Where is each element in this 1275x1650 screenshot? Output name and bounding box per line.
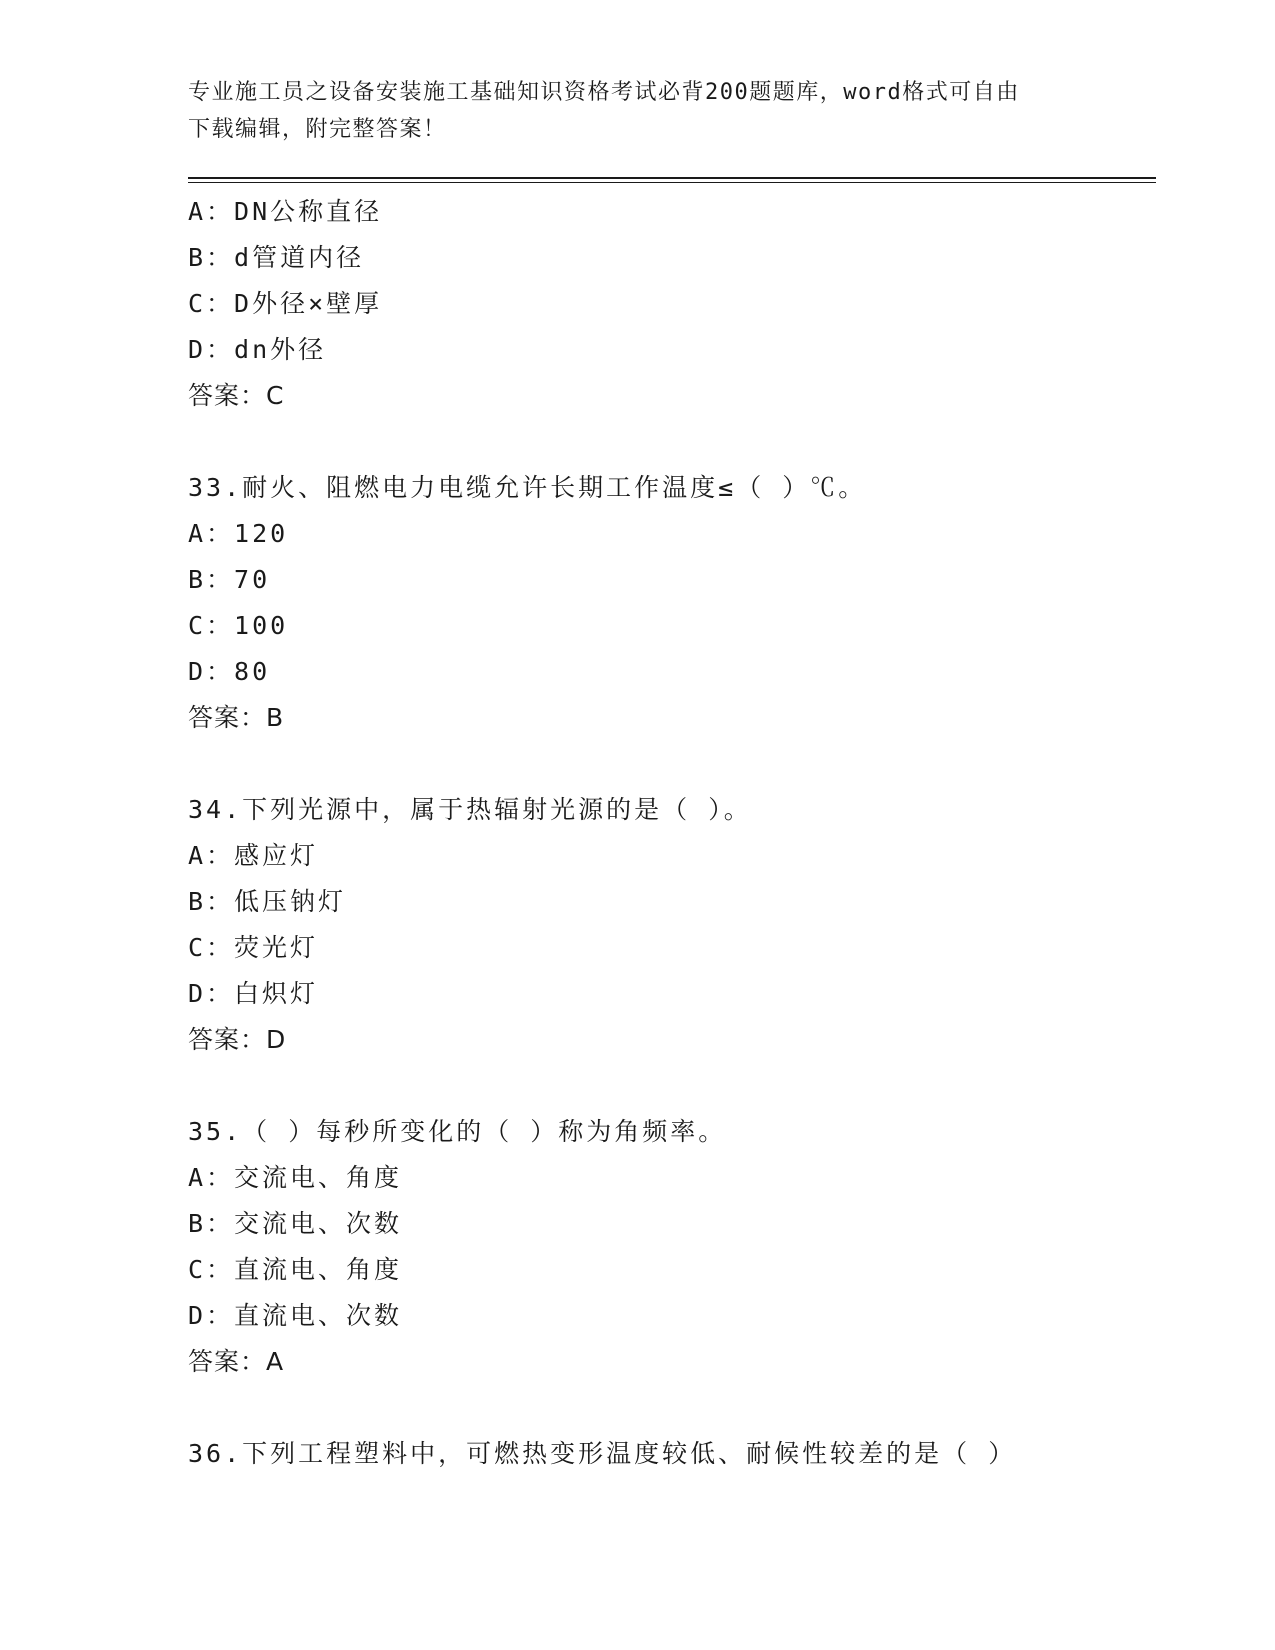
question-36 [188, 1431, 1156, 1477]
question-33 [188, 465, 1156, 741]
spacer [188, 1385, 1156, 1431]
option-a: A：120 [188, 519, 289, 548]
option-d: D：白炽灯 [188, 979, 319, 1008]
option-a: A：DN公称直径 [188, 197, 383, 226]
question-text: 34.下列光源中，属于热辐射光源的是（ ）。 [188, 795, 752, 824]
option-c: C：D外径×壁厚 [188, 289, 383, 318]
spacer [188, 741, 1156, 787]
option-c: C：100 [188, 611, 289, 640]
spacer [188, 419, 1156, 465]
question-32 [188, 189, 1156, 419]
question-text: 36.下列工程塑料中，可燃热变形温度较低、耐候性较差的是（ ） [188, 1439, 1017, 1468]
option-b: B：d管道内径 [188, 243, 365, 272]
header-divider-thick [188, 177, 1156, 179]
option-c: C：直流电、角度 [188, 1255, 403, 1284]
header-divider-thin [188, 182, 1156, 183]
spacer [188, 1063, 1156, 1109]
answer-line: 答案：C [188, 381, 285, 410]
option-b: B：低压钠灯 [188, 887, 347, 916]
question-text: 33.耐火、阻燃电力电缆允许长期工作温度≤（ ）℃。 [188, 473, 867, 502]
question-34 [188, 787, 1156, 1063]
answer-line: 答案：D [188, 1025, 287, 1054]
question-35 [188, 1109, 1156, 1385]
answer-line: 答案：B [188, 703, 285, 732]
option-d: D：dn外径 [188, 335, 327, 364]
question-text: 35.（ ）每秒所变化的（ ）称为角频率。 [188, 1117, 727, 1146]
header-line-2: 下载编辑，附完整答案！ [188, 117, 447, 142]
option-a: A：感应灯 [188, 841, 319, 870]
option-d: D：直流电、次数 [188, 1301, 403, 1330]
option-b: B：70 [188, 565, 271, 594]
answer-line: 答案：A [188, 1347, 285, 1376]
option-a: A：交流电、角度 [188, 1163, 403, 1192]
document-header [188, 74, 1088, 148]
question-list [188, 189, 1156, 1477]
option-d: D：80 [188, 657, 271, 686]
option-c: C：荧光灯 [188, 933, 319, 962]
header-line-1: 专业施工员之设备安装施工基础知识资格考试必背200题题库，word格式可自由 [188, 80, 1020, 105]
option-b: B：交流电、次数 [188, 1209, 403, 1238]
